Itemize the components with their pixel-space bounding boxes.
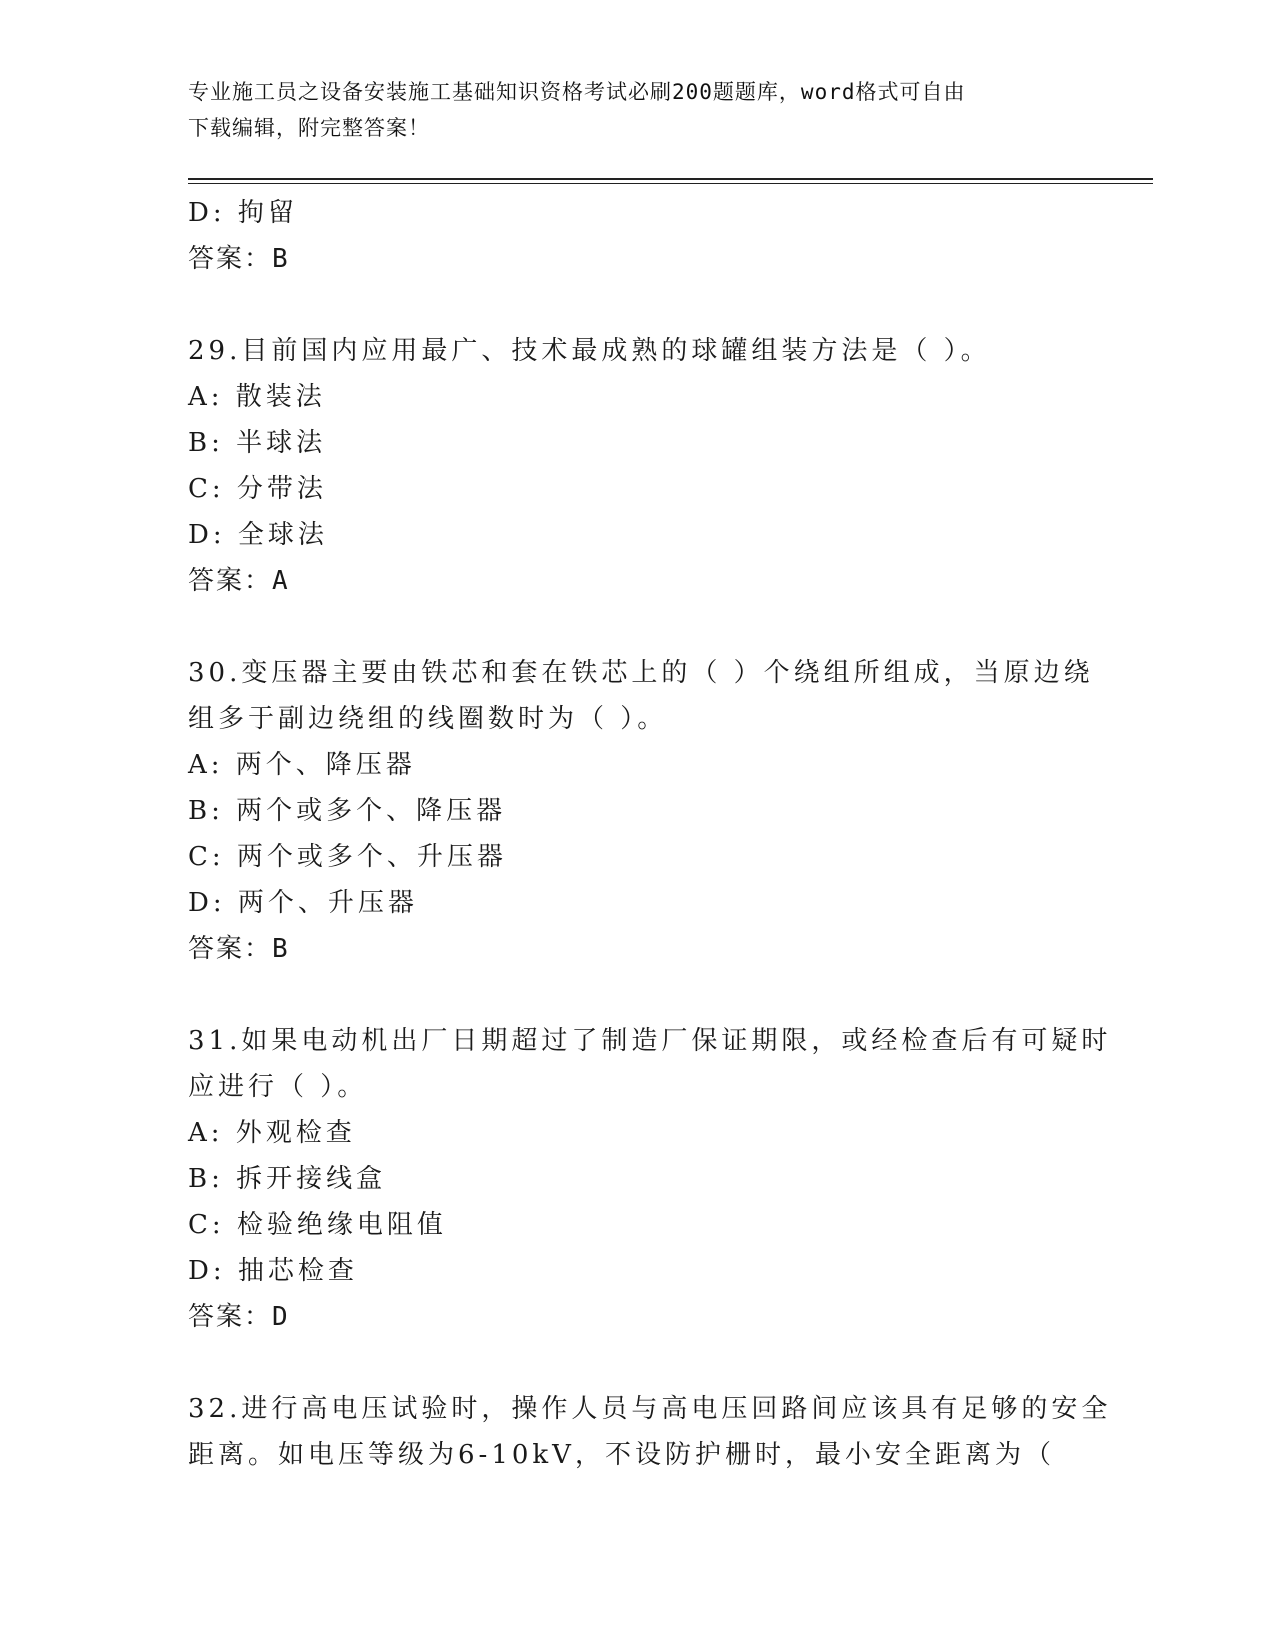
option-d: D: 两个、升压器: [188, 888, 418, 918]
option-d: D: 全球法: [188, 520, 328, 550]
answer-value: B: [272, 244, 290, 274]
spacer: [188, 604, 1088, 650]
option-a: A: 两个、降压器: [188, 750, 416, 780]
answer-label: 答案：: [188, 934, 273, 964]
option-c: C: 两个或多个、升压器: [188, 842, 507, 872]
question-text-line-2: 距离。如电压等级为6-10kV，不设防护栅时，最小安全距离为（: [188, 1440, 1055, 1470]
header-title-line-2: 下载编辑，附完整答案！: [188, 116, 430, 140]
question-block: [188, 1018, 1112, 1340]
spacer: [188, 1340, 1088, 1386]
question-text: 29.目前国内应用最广、技术最成熟的球罐组装方法是（ ）。: [188, 336, 991, 366]
spacer: [188, 282, 1088, 328]
option-a: A: 外观检查: [188, 1118, 356, 1148]
option-c: C: 检验绝缘电阻值: [188, 1210, 447, 1240]
answer-value: B: [272, 934, 290, 964]
header-divider-thick: [188, 178, 1153, 180]
prev-question-tail: [188, 190, 1088, 282]
question-block: [188, 1386, 1112, 1478]
answer-label: 答案：: [188, 244, 273, 274]
answer-line: [188, 236, 1088, 282]
option-c: C: 分带法: [188, 474, 327, 504]
option-b: B: 拆开接线盒: [188, 1164, 387, 1194]
question-content: [188, 190, 1112, 1478]
question-block: [188, 328, 1088, 604]
question-text-line-2: 应进行（ ）。: [188, 1072, 368, 1102]
answer-line: [188, 926, 1088, 972]
answer-label: 答案：: [188, 1302, 273, 1332]
question-block: [188, 650, 1094, 972]
header-title-line-1: 专业施工员之设备安装施工基础知识资格考试必刷200题题库，word格式可自由: [188, 80, 966, 104]
header-divider-thin: [188, 183, 1153, 184]
option-a: A: 散装法: [188, 382, 326, 412]
answer-label: 答案：: [188, 566, 273, 596]
question-text-line-1: 32.进行高电压试验时，操作人员与高电压回路间应该具有足够的安全: [188, 1394, 1112, 1424]
option-b: B: 半球法: [188, 428, 327, 458]
answer-line: [188, 1294, 1088, 1340]
document-header: [188, 74, 1088, 146]
spacer: [188, 972, 1088, 1018]
question-text-line-1: 31.如果电动机出厂日期超过了制造厂保证期限，或经检查后有可疑时: [188, 1026, 1112, 1056]
answer-value: D: [272, 1302, 290, 1332]
option-d: D: 拘留: [188, 198, 298, 228]
question-text-line-1: 30.变压器主要由铁芯和套在铁芯上的（ ）个绕组所组成，当原边绕: [188, 658, 1094, 688]
answer-line: [188, 558, 1088, 604]
question-text-line-2: 组多于副边绕组的线圈数时为（ ）。: [188, 704, 668, 734]
answer-value: A: [272, 566, 290, 596]
option-b: B: 两个或多个、降压器: [188, 796, 507, 826]
option-d: D: 抽芯检查: [188, 1256, 358, 1286]
